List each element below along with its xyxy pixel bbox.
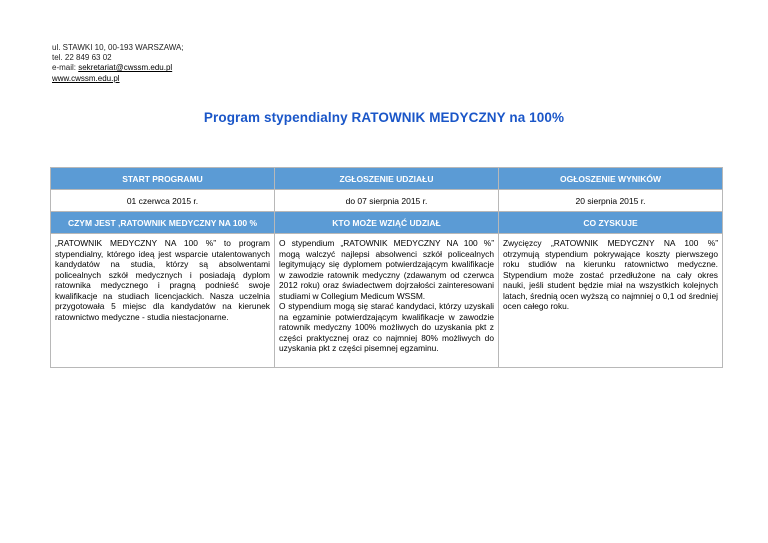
header-registration: ZGŁOSZENIE UDZIAŁU — [275, 168, 499, 190]
header-results: OGŁOSZENIE WYNIKÓW — [499, 168, 723, 190]
header-row-mid — [51, 212, 723, 234]
date-results: 20 sierpnia 2015 r. — [499, 190, 723, 212]
header-benefits: CO ZYSKUJE — [499, 212, 723, 234]
description-row — [51, 234, 723, 368]
description-who-can — [275, 234, 499, 368]
page-title: Program stypendialny RATOWNIK MEDYCZNY na 100% — [203, 110, 565, 125]
dates-row — [51, 190, 723, 212]
header-start: START PROGRAMU — [51, 168, 275, 190]
who-can-paragraph-1: O stypendium „RATOWNIK MEDYCZNY NA 100 %” mogą walczyć najlepsi absolwenci szkół policealnych legitymujący się dyplomem potwierdzającym kwalifikacje w zawodzie ratownik medyczny (zdawanym od czerwca 2012 roku) oraz świadectwem dojrzałości zainteresowani studiami w Collegium Medicum WSSM. — [279, 238, 494, 301]
contact-block — [52, 43, 184, 84]
contact-email-prefix: e-mail: — [52, 63, 79, 73]
contact-email-link[interactable]: sekretariat@cwssm.edu.pl — [78, 63, 173, 73]
date-start: 01 czerwca 2015 r. — [51, 190, 275, 212]
contact-email-line — [52, 63, 184, 73]
date-registration: do 07 sierpnia 2015 r. — [275, 190, 499, 212]
header-what-is: CZYM JEST ,RATOWNIK MEDYCZNY NA 100 % — [51, 212, 275, 234]
program-table — [50, 167, 723, 368]
contact-address: ul. STAWKI 10, 00-193 WARSZAWA; — [52, 43, 184, 52]
header-who-can: KTO MOŻE WZIĄĆ UDZIAŁ — [275, 212, 499, 234]
header-row-top — [51, 168, 723, 190]
who-can-paragraph-2: O stypendium mogą się starać kandydaci, którzy uzyskali na egzaminie potwierdzającym kwalifikacje w zawodzie ratownik medyczny 100% możliwych do uzyskania pkt z części praktycznej oraz co najmniej 80% możliwych do uzyskania pkt z części pisemnej egzaminu. — [279, 301, 494, 353]
contact-phone: tel. 22 849 63 02 — [52, 53, 112, 63]
contact-website-link[interactable]: www.cwssm.edu.pl — [52, 73, 120, 83]
description-what-is: „RATOWNIK MEDYCZNY NA 100 %” to program stypendialny, którego ideą jest wsparcie utalentowanych kandydatów na studia, którzy są absolwentami policealnych szkół medycznych i posiadają dyplom ratownika medycznego i pragną podnieść swoje kwalifikacje na studiach licencjackich. Nasza uczelnia przygotowała 5 miejsc dla kandydatów na kierunek ratownictwo medyczne - studia niestacjonarne. — [51, 234, 275, 368]
description-benefits: Zwycięzcy „RATOWNIK MEDYCZNY NA 100 %” otrzymują stypendium pokrywające koszty pierwszego roku studiów na kierunku ratownictwo medyczne. Stypendium może zostać przedłużone na cały okres nauki, jeśli student będzie miał na wszystkich kolejnych latach, średnią ocen wyższą co najmniej o 0,1 od średniej ocen całego roku. — [499, 234, 723, 368]
